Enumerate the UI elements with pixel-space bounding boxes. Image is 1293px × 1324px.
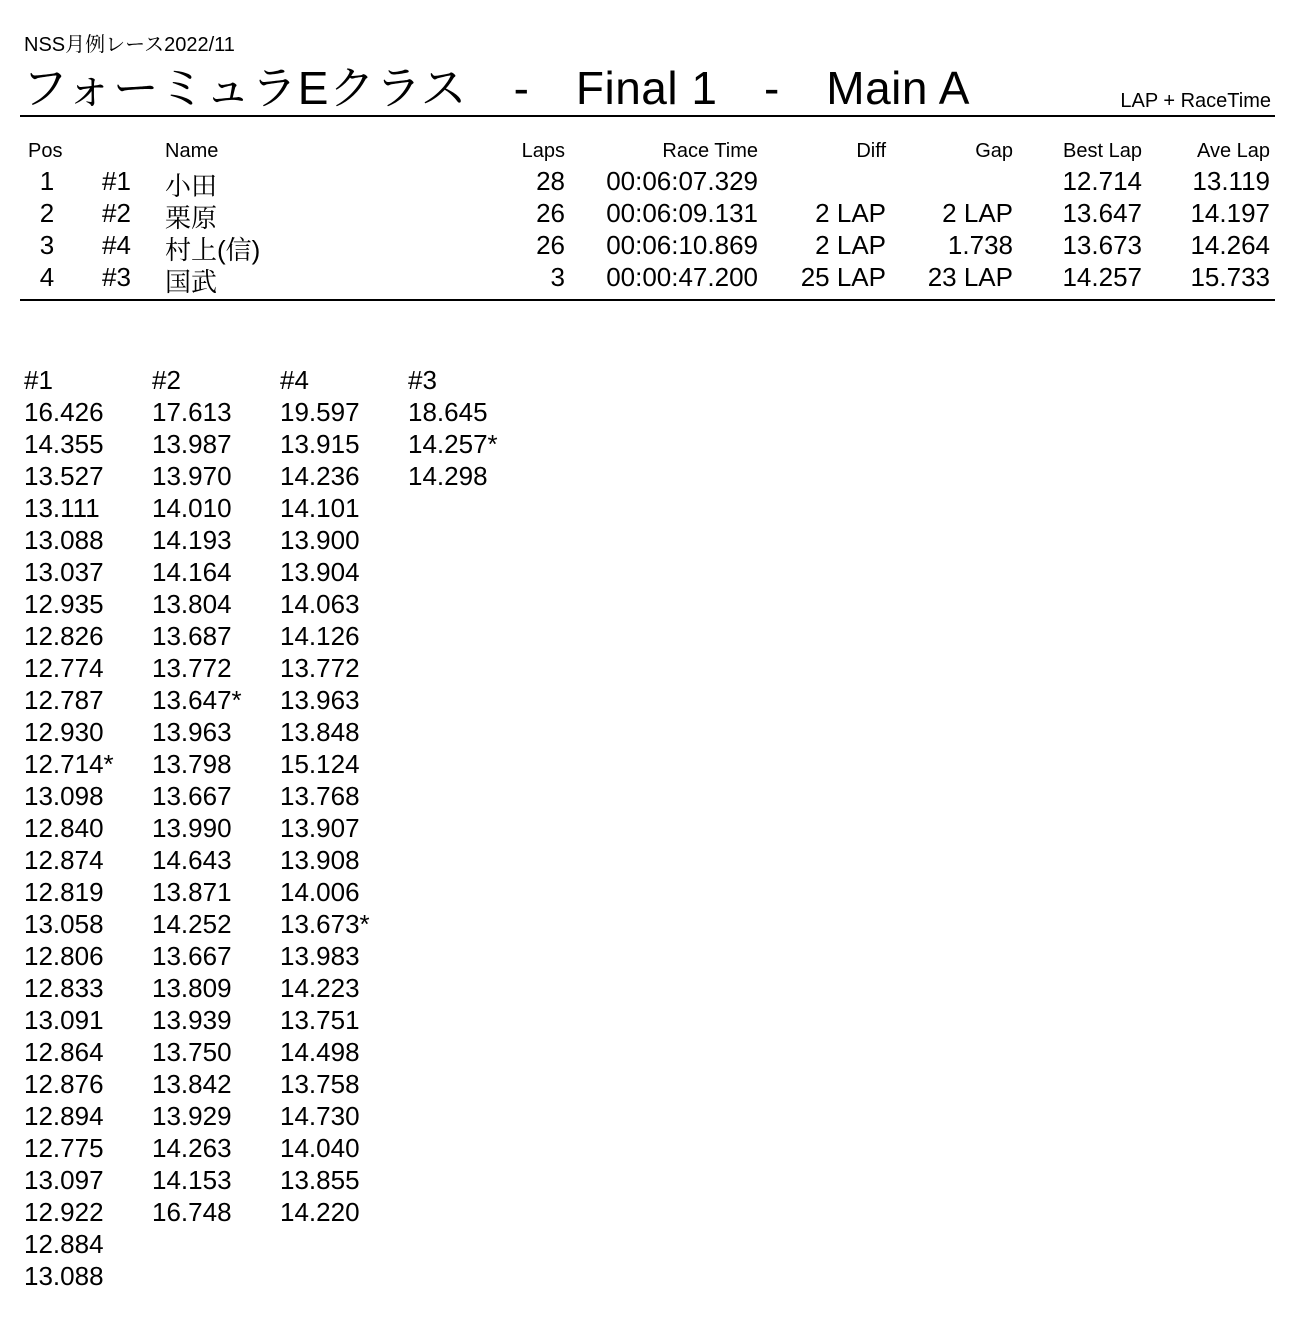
lap-time: 13.987 xyxy=(152,429,232,459)
lap-time: 13.990 xyxy=(152,813,232,843)
lap-time: 13.667 xyxy=(152,941,232,971)
lap-time: 13.111 xyxy=(24,493,100,523)
lap-time: 14.063 xyxy=(280,589,360,619)
lap-time: 12.806 xyxy=(24,941,104,971)
lap-time: 14.643 xyxy=(152,845,232,875)
table-row xyxy=(20,262,1275,297)
lap-time: 13.527 xyxy=(24,461,104,491)
lap-time: 12.833 xyxy=(24,973,104,1003)
lap-time: 14.355 xyxy=(24,429,104,459)
row-laps: 28 xyxy=(536,166,565,196)
col-best-lap: Best Lap xyxy=(1063,140,1142,162)
lap-time: 13.804 xyxy=(152,589,232,619)
row-diff: 25 LAP xyxy=(800,262,886,292)
lap-time: 13.097 xyxy=(24,1165,104,1195)
row-ave-lap: 14.197 xyxy=(1190,198,1270,228)
lap-time: 14.498 xyxy=(280,1037,360,1067)
lap-time: 13.842 xyxy=(152,1069,232,1099)
lap-time: 14.263 xyxy=(152,1133,232,1163)
lap-time: 12.884 xyxy=(24,1229,104,1259)
lap-column xyxy=(280,364,408,1228)
lap-column-header: #2 xyxy=(152,365,181,395)
col-diff: Diff xyxy=(856,140,886,162)
lap-time: 13.673* xyxy=(280,909,370,939)
results-header-row xyxy=(20,140,1275,166)
lap-time: 12.787 xyxy=(24,685,104,715)
row-name: 小田 xyxy=(165,171,218,201)
col-laps: Laps xyxy=(521,140,565,162)
lap-time: 13.758 xyxy=(280,1069,360,1099)
results-table xyxy=(20,140,1275,297)
lap-time: 14.236 xyxy=(280,461,360,491)
lap-time: 13.963 xyxy=(152,717,232,747)
row-name: 村上(信) xyxy=(165,235,261,265)
lap-time: 13.798 xyxy=(152,749,232,779)
row-ave-lap: 15.733 xyxy=(1190,262,1270,292)
lap-time: 14.220 xyxy=(280,1197,360,1227)
report-mode-label: LAP + RaceTime xyxy=(1120,90,1271,112)
lap-time: 12.894 xyxy=(24,1101,104,1131)
lap-column-header: #3 xyxy=(408,365,437,395)
lap-time: 15.124 xyxy=(280,749,360,779)
lap-time: 14.223 xyxy=(280,973,360,1003)
lap-time: 13.983 xyxy=(280,941,360,971)
lap-time: 13.768 xyxy=(280,781,360,811)
row-gap: 1.738 xyxy=(947,230,1013,260)
bottom-rule xyxy=(20,299,1275,301)
lap-time: 13.091 xyxy=(24,1005,104,1035)
lap-time: 12.819 xyxy=(24,877,104,907)
table-row xyxy=(20,198,1275,233)
col-ave-lap: Ave Lap xyxy=(1196,140,1270,162)
row-pos: 3 xyxy=(39,230,55,260)
row-best-lap: 13.673 xyxy=(1062,230,1142,260)
lap-time: 13.772 xyxy=(152,653,232,683)
lap-time: 14.164 xyxy=(152,557,232,587)
table-row xyxy=(20,166,1275,201)
page-title: フォーミュラEクラス - Final 1 - Main A xyxy=(22,62,970,114)
lap-column xyxy=(152,364,280,1228)
lap-time: 13.088 xyxy=(24,525,104,555)
col-name: Name xyxy=(165,140,219,162)
lap-time: 13.900 xyxy=(280,525,360,555)
lap-time: 12.714* xyxy=(24,749,114,779)
lap-time: 13.915 xyxy=(280,429,360,459)
lap-time: 13.939 xyxy=(152,1005,232,1035)
lap-time: 14.193 xyxy=(152,525,232,555)
row-race-time: 00:06:07.329 xyxy=(606,166,758,196)
lap-time: 12.922 xyxy=(24,1197,104,1227)
lap-time: 12.775 xyxy=(24,1133,104,1163)
lap-time: 13.809 xyxy=(152,973,232,1003)
lap-time: 14.101 xyxy=(280,493,360,523)
lap-time: 14.252 xyxy=(152,909,232,939)
lap-time: 18.645 xyxy=(408,397,488,427)
col-race-time: Race Time xyxy=(662,140,758,162)
row-best-lap: 12.714 xyxy=(1062,166,1142,196)
row-pos: 2 xyxy=(39,198,55,228)
lap-time: 13.088 xyxy=(24,1261,104,1291)
row-gap: 23 LAP xyxy=(927,262,1013,292)
lap-time: 16.748 xyxy=(152,1197,232,1227)
lap-column-header: #1 xyxy=(24,365,53,395)
row-number: #4 xyxy=(102,230,131,260)
top-rule xyxy=(20,115,1275,117)
lap-time: 13.855 xyxy=(280,1165,360,1195)
row-number: #1 xyxy=(102,166,131,196)
lap-time: 14.010 xyxy=(152,493,232,523)
lap-time: 12.840 xyxy=(24,813,104,843)
lap-column xyxy=(24,364,152,1292)
row-race-time: 00:06:09.131 xyxy=(606,198,758,228)
col-gap: Gap xyxy=(975,140,1013,162)
lap-time: 12.876 xyxy=(24,1069,104,1099)
lap-time: 14.298 xyxy=(408,461,488,491)
table-row xyxy=(20,230,1275,265)
lap-time: 13.667 xyxy=(152,781,232,811)
row-diff: 2 LAP xyxy=(815,230,886,260)
row-number: #3 xyxy=(102,262,131,292)
row-race-time: 00:00:47.200 xyxy=(606,262,758,292)
lap-time: 13.848 xyxy=(280,717,360,747)
row-ave-lap: 14.264 xyxy=(1190,230,1270,260)
lap-time: 14.730 xyxy=(280,1101,360,1131)
lap-time: 13.970 xyxy=(152,461,232,491)
row-ave-lap: 13.119 xyxy=(1192,166,1270,196)
lap-time: 13.871 xyxy=(152,877,232,907)
lap-time: 19.597 xyxy=(280,397,360,427)
lap-time: 12.774 xyxy=(24,653,104,683)
row-name: 栗原 xyxy=(165,203,218,233)
lap-time: 12.935 xyxy=(24,589,104,619)
lap-time: 14.006 xyxy=(280,877,360,907)
lap-column xyxy=(408,364,536,492)
col-pos: Pos xyxy=(28,140,63,162)
lap-time: 17.613 xyxy=(152,397,232,427)
row-best-lap: 14.257 xyxy=(1062,262,1142,292)
row-number: #2 xyxy=(102,198,131,228)
lap-time: 13.058 xyxy=(24,909,104,939)
lap-time: 16.426 xyxy=(24,397,104,427)
row-pos: 4 xyxy=(39,262,55,292)
lap-time: 13.904 xyxy=(280,557,360,587)
lap-time: 13.647* xyxy=(152,685,242,715)
row-laps: 3 xyxy=(550,262,565,292)
lap-time: 14.257* xyxy=(408,429,498,459)
event-label: NSS月例レース2022/11 xyxy=(24,34,235,56)
lap-time: 12.874 xyxy=(24,845,104,875)
row-laps: 26 xyxy=(536,230,565,260)
lap-time: 13.929 xyxy=(152,1101,232,1131)
lap-time: 14.040 xyxy=(280,1133,360,1163)
lap-time: 13.751 xyxy=(280,1005,360,1035)
lap-time: 12.826 xyxy=(24,621,104,651)
lap-time: 13.037 xyxy=(24,557,104,587)
row-diff: 2 LAP xyxy=(815,198,886,228)
row-gap: 2 LAP xyxy=(942,198,1013,228)
lap-time: 14.153 xyxy=(152,1165,232,1195)
lap-time: 12.864 xyxy=(24,1037,104,1067)
row-pos: 1 xyxy=(39,166,55,196)
row-best-lap: 13.647 xyxy=(1062,198,1142,228)
row-race-time: 00:06:10.869 xyxy=(606,230,758,260)
lap-column-header: #4 xyxy=(280,365,309,395)
lap-time: 13.908 xyxy=(280,845,360,875)
lap-time: 13.687 xyxy=(152,621,232,651)
lap-time: 13.963 xyxy=(280,685,360,715)
lap-time: 12.930 xyxy=(24,717,104,747)
row-name: 国武 xyxy=(165,267,218,297)
lap-time: 13.907 xyxy=(280,813,360,843)
lap-time: 14.126 xyxy=(280,621,360,651)
row-laps: 26 xyxy=(536,198,565,228)
lap-time: 13.750 xyxy=(152,1037,232,1067)
lap-time: 13.772 xyxy=(280,653,360,683)
lap-time: 13.098 xyxy=(24,781,104,811)
